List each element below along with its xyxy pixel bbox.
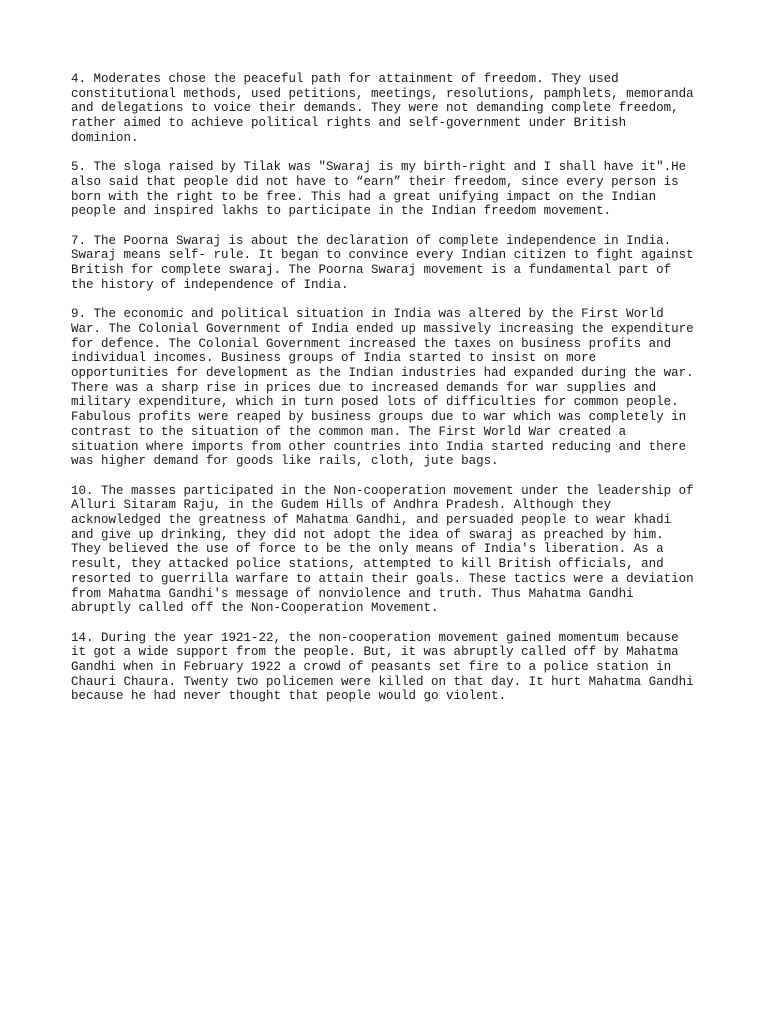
answer-paragraph-9: 9. The economic and political situation in India was altered by the First World War. The Colonial Government of India ended up massively increasing the expenditure for defence. The Colonial Government increased the taxes on business profits and individual incomes. Business groups of India started to insist on more opportunities for development as the Indian industries had expanded during the war. There was a sharp rise in prices due to increased demands for war supplies and military expenditure, which in turn posed lots of difficulties for common people. Fabulous profits were reaped by business groups due to war which was completely in contrast to the situation of the common man. The First World War created a situation where imports from other countries into India started reducing and there was higher demand for goods like rails, cloth, jute bags.	[71, 307, 694, 469]
answer-paragraph-5: 5. The sloga raised by Tilak was "Swaraj is my birth-right and I shall have it".He also said that people did not have to “earn” their freedom, since every person is born with the right to be free. This had a great unifying impact on the Indian people and inspired lakhs to participate in the Indian freedom movement.	[71, 160, 687, 219]
answer-paragraph-14: 14. During the year 1921-22, the non-cooperation movement gained momentum because it got a wide support from the people. But, it was abruptly called off by Mahatma Gandhi when in February 1922 a crowd of peasants set fire to a police station in Chauri Chaura. Twenty two policemen were killed on that day. It hurt Mahatma Gandhi because he had never thought that people would go violent.	[71, 630, 694, 704]
answer-paragraph-7: 7. The Poorna Swaraj is about the declaration of complete independence in India. Swaraj means self- rule. It began to convince every Indian citizen to fight against British for complete swaraj. The Poorna Swaraj movement is a fundamental part of the history of independence of India.	[71, 233, 694, 292]
answer-paragraph-10: 10. The masses participated in the Non-cooperation movement under the leadership of Alluri Sitaram Raju, in the Gudem Hills of Andhra Pradesh. Although they acknowledged the greatness of Mahatma Gandhi, and persuaded people to wear khadi and give up drinking, they did not adopt the idea of swaraj as preached by him. They believed the use of force to be the only means of India's liberation. As a result, they attacked police stations, attempted to kill British officials, and resorted to guerrilla warfare to attain their goals. These tactics were a deviation from Mahatma Gandhi's message of nonviolence and truth. Thus Mahatma Gandhi abruptly called off the Non-Cooperation Movement.	[71, 483, 694, 616]
document-page	[71, 72, 711, 719]
answer-paragraph-4: 4. Moderates chose the peaceful path for attainment of freedom. They used constitutional methods, used petitions, meetings, resolutions, pamphlets, memoranda and delegations to voice their demands. They were not demanding complete freedom, rather aimed to achieve political rights and self-government under British dominion.	[71, 72, 694, 145]
